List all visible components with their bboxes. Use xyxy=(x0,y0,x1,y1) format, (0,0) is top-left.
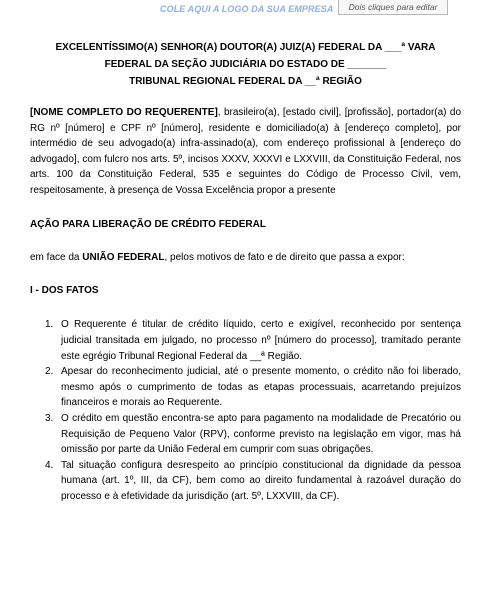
document-header xyxy=(30,39,461,90)
action-title: AÇÃO PARA LIBERAÇÃO DE CRÉDITO FEDERAL xyxy=(30,218,266,230)
fact-number: 4. xyxy=(45,459,54,471)
em-face-prefix: em face da xyxy=(30,252,83,264)
defendant-name: UNIÃO FEDERAL xyxy=(82,252,165,264)
em-face-paragraph xyxy=(30,250,461,266)
fact-text: Tal situação configura desrespeito ao princípio constitucional da dignidade da pessoa humana (art. 1º, III, da CF), bem como ao direito fundamental à razoável duração do processo e à efetividade da jurisdição (art. 5º, LXXVIII, da CF). xyxy=(61,459,461,502)
fact-number: 3. xyxy=(45,412,54,424)
header-line-2: FEDERAL DA SEÇÃO JUDICIÁRIA DO ESTADO DE _______ xyxy=(104,59,387,70)
em-face-suffix: , pelos motivos de fato e de direito que passa a expor: xyxy=(164,252,405,264)
intro-paragraph xyxy=(30,105,461,199)
intro-text: , brasileiro(a), [estado civil], [profissão], portador(a) do RG nº [número] e CPF nº [número], residente e domiciliado(a) à [endereço completo], por intermédio de seu advogado(a) infra-assinado(a), com endereço profissional à [endereço do advogado], com fulcro nos arts. 5º, incisos XXXV, XXXVI e LXXVIII, da Constituição Federal, nos arts. 100 da Constituição Federal, 535 e seguintes do Código de Processo Civil, vem, respeitosamente, à presença de Vossa Excelência propor a presente xyxy=(30,107,462,196)
section-title-facts: I - DOS FATOS xyxy=(30,284,99,296)
facts-list xyxy=(30,317,461,504)
requerente-name: [NOME COMPLETO DO REQUERENTE] xyxy=(30,107,218,118)
fact-number: 2. xyxy=(45,366,54,378)
fact-text: O Requerente é titular de crédito líquido, certo e exigível, reconhecido por sentença judicial transitada em julgado, no processo nº [número do processo], tramitado perante este egrégio Tribunal Regional Federal da __ª Região. xyxy=(61,319,461,362)
fact-text: O crédito em questão encontra-se apto para pagamento na modalidade de Precatório ou Requisição de Pequeno Valor (RPV), conforme previsto na legislação em vigor, mas há omissão por parte da União Federal em cumprir com suas obrigações. xyxy=(61,412,461,456)
fact-number: 1. xyxy=(45,319,54,331)
logo-placeholder[interactable]: COLE AQUI A LOGO DA SUA EMPRESA xyxy=(160,4,334,14)
top-bar xyxy=(0,0,500,20)
document-body xyxy=(30,30,461,504)
fact-text: Apesar do reconhecimento judicial, até o presente momento, o crédito não foi liberado, mesmo após o cumprimento de todas as etapas processuais, acarretando prejuízos financeiros e morais ao Requerente. xyxy=(61,366,461,409)
fact-item xyxy=(30,364,461,411)
edit-hint-button[interactable]: Dois cliques para editar xyxy=(338,0,448,15)
fact-item xyxy=(30,411,461,458)
fact-item xyxy=(30,458,461,505)
fact-item xyxy=(30,317,461,364)
header-line-3: TRIBUNAL REGIONAL FEDERAL DA __ª REGIÃO xyxy=(129,76,362,87)
header-line-1: EXCELENTÍSSIMO(A) SENHOR(A) DOUTOR(A) JUIZ(A) FEDERAL DA ___ª VARA xyxy=(55,42,436,53)
